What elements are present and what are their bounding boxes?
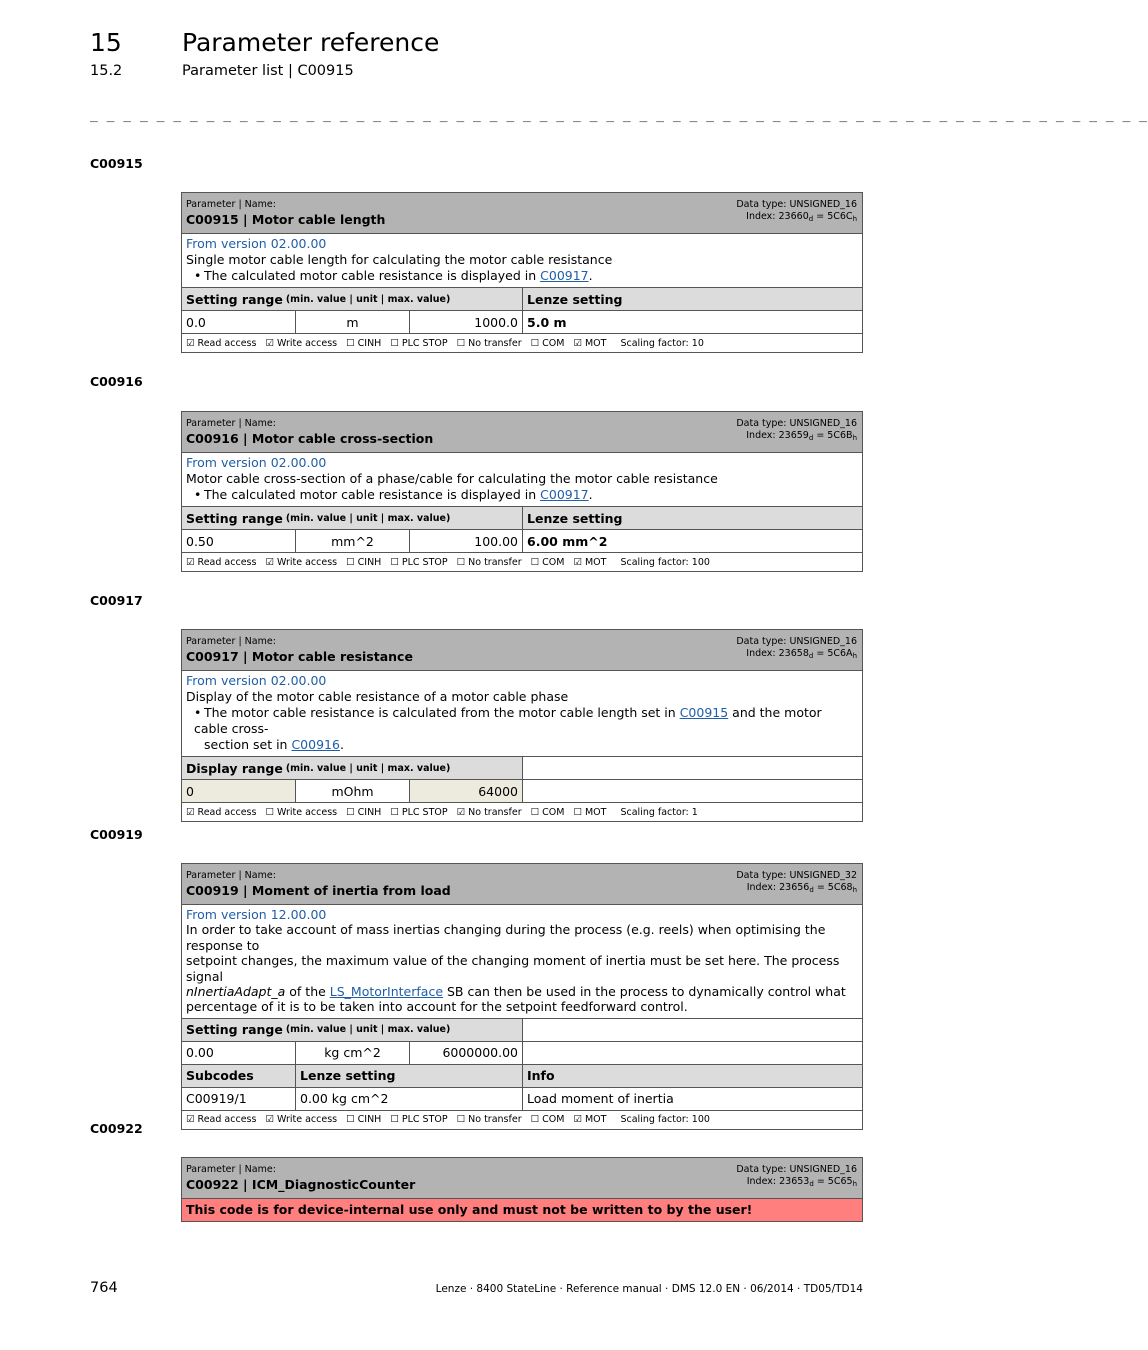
range-value-row [182,530,862,553]
param-description [182,453,862,507]
param-header [182,1158,862,1199]
param-header [182,864,862,905]
subcode-lenze-value: 0.00 kg cm^2 [296,1088,523,1110]
access-flags: ☑ Read access ☑ Write access ☐ CINH ☐ PLC STOP ☐ No transfer ☐ COM ☑ MOT Scaling factor: 100 [186,1114,710,1126]
code-heading-c00916: C00916 [90,374,143,389]
empty-cell [523,1019,862,1041]
scaling-factor: Scaling factor: 10 [620,337,704,349]
min-value: 0.0 [182,311,296,333]
range-value-row [182,311,862,334]
param-name: C00922 | ICM_DiagnosticCounter [186,1177,416,1192]
max-value: 1000.0 [410,311,523,333]
param-label: Parameter | Name: [186,418,276,429]
description-line-3: nInertiaAdapt_a of the LS_MotorInterface SB can then be used in the process to dynamically control what [186,984,846,1000]
access-flags: ☑ Read access ☑ Write access ☐ CINH ☐ PLC STOP ☐ No transfer ☐ COM ☑ MOT Scaling factor: 10 [186,337,704,349]
display-range-label: Display range (min. value | unit | max. value) [182,757,523,779]
description-line-1: In order to take account of mass inertias changing during the process (e.g. reels) when optimising the response to [186,922,826,953]
link-ls-motorinterface[interactable]: LS_MotorInterface [329,984,444,1000]
code-heading-c00922: C00922 [90,1121,143,1136]
param-table-c00915 [181,192,863,353]
bullet-note: • The calculated motor cable resistance is displayed in C00917. [194,268,593,283]
param-header [182,412,862,453]
section-number: 15.2 [90,63,123,79]
lenze-setting-label: Lenze setting [527,291,623,307]
data-type: Data type: UNSIGNED_16 [736,199,857,210]
setting-range-label: Setting range (min. value | unit | max. value) [182,1019,523,1041]
link-c00915[interactable]: C00915 [679,705,729,720]
data-type: Data type: UNSIGNED_16 [736,1164,857,1175]
lenze-value: 6.00 mm^2 [527,533,608,549]
param-label: Parameter | Name: [186,636,276,647]
info-label: Info [527,1068,555,1084]
param-table-c00916 [181,411,863,572]
access-flags: ☑ Read access ☐ Write access ☐ CINH ☐ PLC STOP ☑ No transfer ☐ COM ☐ MOT Scaling factor: 1 [186,806,698,818]
scaling-factor: Scaling factor: 1 [620,806,698,818]
page-number: 764 [90,1280,118,1296]
link-c00917[interactable]: C00917 [540,487,589,502]
param-description [182,234,862,288]
param-table-c00917 [181,629,863,822]
bullet-note: • The calculated motor cable resistance is displayed in C00917. [194,487,593,502]
code-heading-c00915: C00915 [90,156,143,171]
param-index: Index: $23659_d = 5C6B_h$ [746,430,857,442]
access-flags: ☑ Read access ☑ Write access ☐ CINH ☐ PLC STOP ☐ No transfer ☐ COM ☑ MOT Scaling factor: 100 [186,556,710,568]
version-note: From version 12.00.00 [186,907,327,922]
document-info: Lenze · 8400 StateLine · Reference manual · DMS 12.0 EN · 06/2014 · TD05/TD14 [435,1283,863,1295]
scaling-factor: Scaling factor: 100 [620,1114,710,1126]
version-note: From version 02.00.00 [186,455,327,470]
param-label: Parameter | Name: [186,1164,276,1175]
range-header-row [182,757,862,780]
unit: mm^2 [296,530,410,552]
internal-use-warning: This code is for device-internal use only and must not be written to by the user! [182,1199,862,1221]
subcode: C00919/1 [182,1088,296,1110]
param-label: Parameter | Name: [186,199,276,210]
param-name: C00915 | Motor cable length [186,212,386,227]
param-name: C00917 | Motor cable resistance [186,649,413,664]
data-type: Data type: UNSIGNED_16 [736,418,857,429]
empty-cell [523,757,862,779]
data-type: Data type: UNSIGNED_16 [736,636,857,647]
range-value-row [182,780,862,803]
empty-cell [523,1042,862,1064]
unit: mOhm [296,780,410,802]
param-name: C00916 | Motor cable cross-section [186,431,434,446]
subcode-row [182,1088,862,1111]
param-index: Index: $23658_d = 5C6A_h$ [746,648,857,660]
link-c00916[interactable]: C00916 [291,737,340,752]
param-index: Index: $23653_d = 5C65_h$ [746,1176,857,1188]
param-table-c00922 [181,1157,863,1222]
subcode-header-row [182,1065,862,1088]
range-header-row [182,1019,862,1042]
param-header [182,630,862,671]
description-text: Motor cable cross-section of a phase/cable for calculating the motor cable resistance [186,471,718,486]
unit: m [296,311,410,333]
param-label: Parameter | Name: [186,870,276,881]
param-index: Index: $23660_d = 5C6C_h$ [746,211,857,223]
chapter-title: Parameter reference [182,28,440,57]
bullet-note-cont: section set in C00916. [204,737,344,752]
param-name: C00919 | Moment of inertia from load [186,883,451,898]
chapter-number: 15 [90,28,122,57]
max-value: 64000 [410,780,523,802]
lenze-value: 5.0 m [527,314,567,330]
max-value: 100.00 [410,530,523,552]
subcodes-label: Subcodes [182,1065,296,1087]
version-note: From version 02.00.00 [186,673,327,688]
param-description [182,905,862,1019]
range-header-row [182,288,862,311]
range-header-row [182,507,862,530]
code-heading-c00919: C00919 [90,827,143,842]
param-index: Index: $23656_d = 5C68_h$ [746,882,857,894]
unit: kg cm^2 [296,1042,410,1064]
version-note: From version 02.00.00 [186,236,327,251]
header-divider: _ _ _ _ _ _ _ _ _ _ _ _ _ _ _ _ _ _ _ _ _ _ _ _ _ _ _ _ _ _ _ _ _ _ _ _ _ _ _ _ _ _ _ _ _ _ _ _ _ _ _ _ _ _ _ _ _ _ _ _ _ _ _ _ [90,108,1148,123]
section-title: Parameter list | C00915 [182,63,354,79]
description-line-4: percentage of it is to be taken into account for the setpoint feedforward control. [186,999,688,1015]
description-line-2: setpoint changes, the maximum value of the changing moment of inertia must be set here. The process signal [186,953,840,984]
subcode-info: Load moment of inertia [527,1091,674,1107]
range-value-row [182,1042,862,1065]
param-table-c00919 [181,863,863,1130]
min-value: 0.50 [182,530,296,552]
min-value: 0 [182,780,296,802]
bullet-note: • The motor cable resistance is calculated from the motor cable length set in C00915 and the motor cable cross- [194,705,822,736]
link-c00917[interactable]: C00917 [540,268,589,283]
max-value: 6000000.00 [410,1042,523,1064]
empty-cell [523,780,862,802]
scaling-factor: Scaling factor: 100 [620,556,710,568]
min-value: 0.00 [182,1042,296,1064]
setting-range-label: Setting range (min. value | unit | max. value) [182,288,523,310]
lenze-setting-label: Lenze setting [527,510,623,526]
setting-range-label: Setting range (min. value | unit | max. value) [182,507,523,529]
lenze-setting-label: Lenze setting [296,1065,523,1087]
description-text: Display of the motor cable resistance of a motor cable phase [186,689,569,704]
param-header [182,193,862,234]
param-description [182,671,862,757]
code-heading-c00917: C00917 [90,593,143,608]
data-type: Data type: UNSIGNED_32 [736,870,857,881]
description-text: Single motor cable length for calculating the motor cable resistance [186,252,613,267]
